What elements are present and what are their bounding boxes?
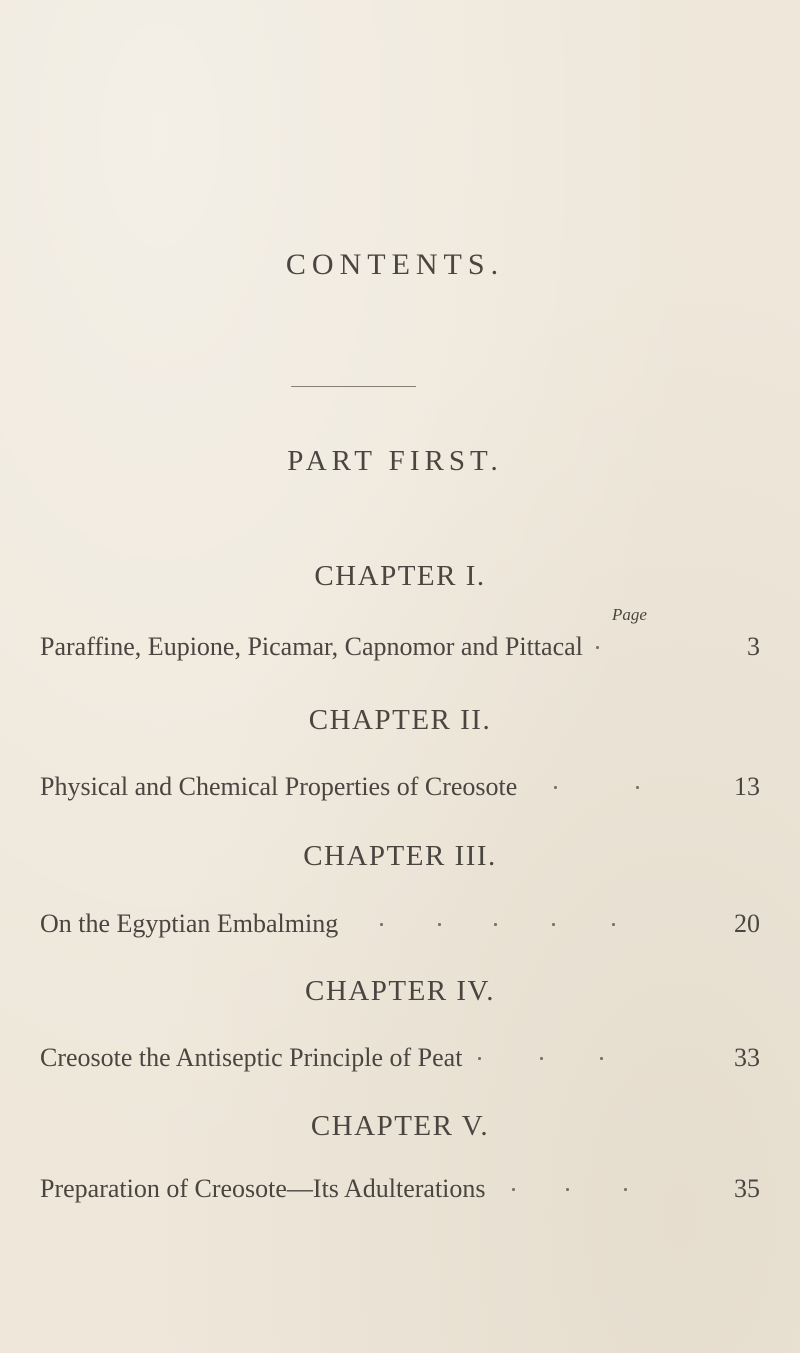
toc-entry-title: Physical and Chemical Properties of Creosote [40, 772, 518, 801]
page-column-label: Page [612, 605, 647, 624]
toc-entry[interactable] [40, 909, 760, 949]
toc-entry-title: Preparation of Creosote—Its Adulterations [40, 1174, 486, 1203]
chapter-heading: CHAPTER II. [308, 704, 492, 736]
leader-dots [40, 646, 760, 652]
toc-entry[interactable] [40, 1174, 760, 1214]
toc-entry-page: 3 [747, 632, 760, 661]
toc-entry-page: 33 [734, 1043, 760, 1072]
toc-entry-title: On the Egyptian Embalming [40, 909, 339, 938]
chapter-heading: CHAPTER V. [310, 1110, 490, 1142]
toc-entry[interactable] [40, 772, 760, 812]
contents-title: CONTENTS. [285, 248, 505, 281]
part-title: PART FIRST. [287, 445, 503, 477]
toc-entry[interactable] [40, 1043, 760, 1083]
title-rule [291, 386, 416, 387]
toc-entry[interactable] [40, 632, 760, 672]
toc-entry-page: 20 [734, 909, 760, 938]
toc-entry-page: 35 [734, 1174, 760, 1203]
leader-dots [40, 923, 760, 929]
toc-entry-title: Creosote the Antiseptic Principle of Peat [40, 1043, 463, 1072]
toc-entry-page: 13 [734, 772, 760, 801]
chapter-heading: CHAPTER IV. [305, 975, 495, 1007]
toc-entry-title: Paraffine, Eupione, Picamar, Capnomor and Pittacal [40, 632, 583, 661]
leader-dots [40, 1057, 760, 1063]
leader-dots [40, 786, 760, 792]
chapter-heading: CHAPTER III. [303, 840, 497, 872]
leader-dots [40, 1188, 760, 1194]
chapter-heading: CHAPTER I. [314, 560, 486, 592]
